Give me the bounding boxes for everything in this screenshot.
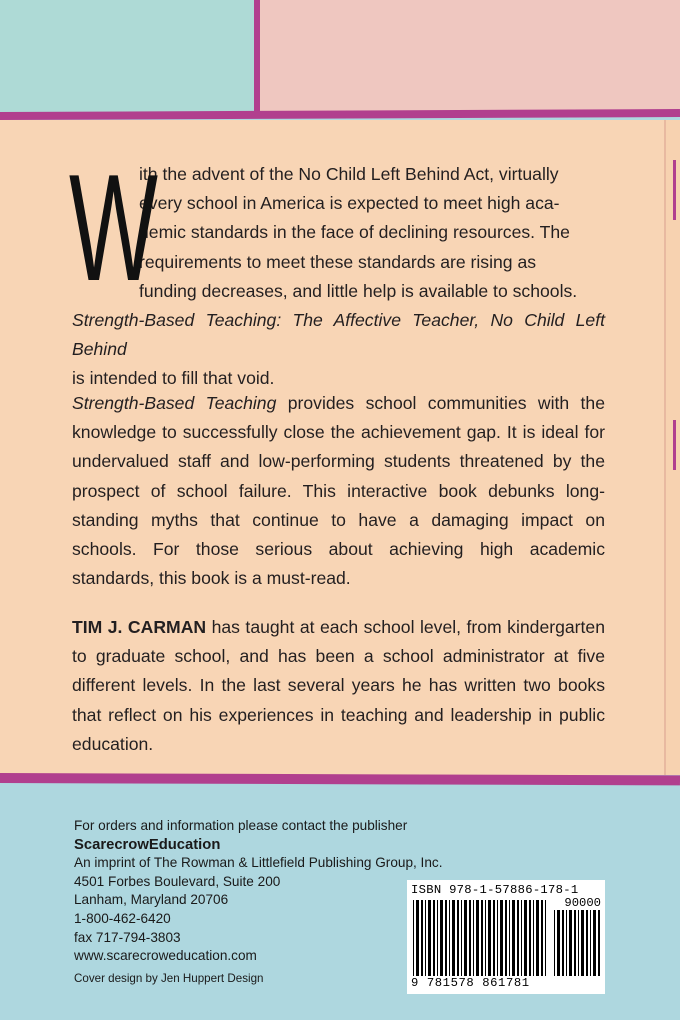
book-title-italic: Strength-Based Teaching: The Affective Teacher, No Child Left Behind <box>72 310 605 360</box>
address-line-1: 4501 Forbes Boulevard, Suite 200 <box>74 873 281 889</box>
paragraph-line: ith the advent of the No Child Left Behind Act, virtually <box>139 164 559 184</box>
price-code: 90000 <box>564 896 601 910</box>
phone-number: 1-800-462-6420 <box>74 910 171 926</box>
barcode-digits: 9 781578 861781 <box>411 976 530 990</box>
paragraph-line: every school in America is expected to meet high aca- <box>139 193 560 214</box>
drop-cap: W <box>69 143 158 313</box>
top-right-panel <box>260 0 680 112</box>
isbn-text: ISBN 978-1-57886-178-1 <box>411 883 579 897</box>
price-barcode-bars-icon <box>554 910 600 976</box>
contact-intro: For orders and information please contact the publisher <box>74 818 408 833</box>
paragraph-line: funding decreases, and little help is available to schools. <box>139 280 578 301</box>
right-edge-strip <box>664 120 680 775</box>
paragraph-end: is intended to fill that void. <box>72 368 275 389</box>
publisher-brand: ScarecrowEducation <box>74 836 221 853</box>
author-name: TIM J. CARMAN <box>72 617 207 637</box>
publisher-contact <box>74 817 442 988</box>
paragraph-text: provides school communities with the knowledge to successfully close the achievement gap. It is ideal for undervalued staff and low-performing students threatened by the prospect of school failure. This interactive book debunks long-standing myths that continue to have a damaging impact on schools. For those serious about achieving high academic standards, this book is a must-read. <box>72 393 605 589</box>
book-title-italic: Strength-Based Teaching <box>72 393 277 413</box>
fax-number: fax 717-794-3803 <box>74 929 181 945</box>
author-bio-text: has taught at each school level, from kindergarten to graduate school, and has been a school administrator at five different levels. In the last several years he has written two books that reflect on his experiences in teaching and leadership in public education. <box>72 617 605 754</box>
right-edge-mark <box>673 160 676 220</box>
author-bio <box>72 613 605 759</box>
paragraph-line: demic standards in the face of declining resources. The <box>139 222 570 243</box>
description-paragraph-1 <box>69 143 605 394</box>
top-divider-horizontal <box>0 109 680 120</box>
top-divider-vertical <box>254 0 260 118</box>
address-line-2: Lanham, Maryland 20706 <box>74 892 229 908</box>
paragraph-line: requirements to meet these standards are rising as <box>139 251 537 272</box>
top-left-panel <box>0 0 255 118</box>
website-link[interactable]: www.scarecroweducation.com <box>74 948 257 964</box>
publisher-imprint: An imprint of The Rowman & Littlefield Publishing Group, Inc. <box>74 855 443 871</box>
cover-credit: Cover design by Jen Huppert Design <box>74 971 264 985</box>
description-paragraph-2 <box>72 389 605 593</box>
isbn-barcode <box>407 880 605 994</box>
barcode-bars-icon <box>413 900 549 976</box>
right-edge-mark <box>673 420 676 470</box>
